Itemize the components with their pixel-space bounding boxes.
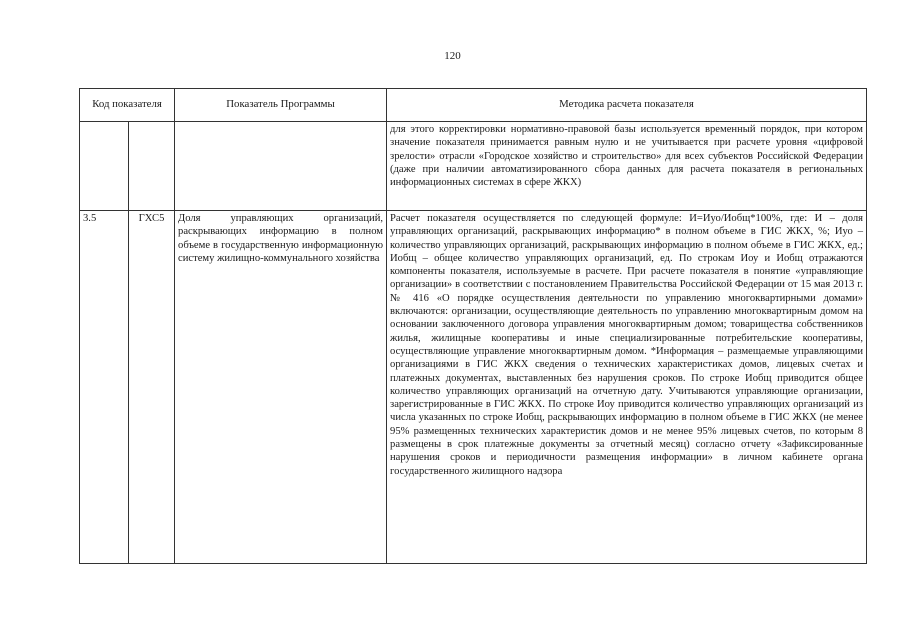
header-method: Методика расчета показателя bbox=[387, 89, 867, 122]
table-header-row bbox=[80, 89, 867, 122]
header-indicator: Показатель Программы bbox=[175, 89, 387, 122]
cell-indicator-empty bbox=[175, 122, 387, 211]
table-row bbox=[80, 211, 867, 564]
cell-number-empty bbox=[80, 122, 129, 211]
methodology-table bbox=[79, 88, 867, 564]
cell-code-empty bbox=[129, 122, 175, 211]
table-row bbox=[80, 122, 867, 211]
cell-number: 3.5 bbox=[80, 211, 129, 564]
page-number: 120 bbox=[444, 50, 461, 62]
cell-code: ГХС5 bbox=[129, 211, 175, 564]
cell-method-continuation: для этого корректировки нормативно-правовой базы используется временный порядок, при котором значение показателя принимается равным нулю и не учитывается при расчете уровня «цифровой зрелости» отрасли «Городское хозяйство и строительство» для всех субъектов Российской Федерации (даже при наличии автоматизированного сбора данных для расчета показателя в региональных информационных системах в сфере ЖКХ) bbox=[387, 122, 867, 211]
cell-indicator: Доля управляющих организаций, раскрывающих информацию в полном объеме в государственную информационную систему жилищно-коммунального хозяйства bbox=[175, 211, 387, 564]
cell-method: Расчет показателя осуществляется по следующей формуле: И=Иуо/Иобщ*100%, где: И – доля управляющих организаций, раскрывающих информацию* в полном объеме в ГИС ЖКХ, %; Иуо – количество управляющих организаций, раскрывающих информацию в полном объеме в ГИС ЖКХ, ед.; Иобщ – общее количество управляющих организаций, ед. По строкам Иоу и Иобщ отражаются компоненты показателя, используемые в расчете. При расчете показателя в понятие «управляющие организации» в соответствии с постановлением Правительства Российской Федерации от 15 мая 2013 г. № 416 «О порядке осуществления деятельности по управлению многоквартирными домами» включаются: организации, осуществляющие деятельность по управлению многоквартирным домом на основании заключенного договора управления многоквартирным домом; товарищества собственников жилья, жилищные кооперативы и иные специализированные потребительские кооперативы, осуществляющие управление многоквартирным домом. *Информация – размещаемые управляющими организациями в ГИС ЖКХ сведения о технических характеристиках домов, лицевых счетах и платежных документах, выставленных без нарушения сроков. По строке Иобщ приводится общее количество управляющих организаций на отчетную дату. Учитываются управляющие организации, зарегистрированные в ГИС ЖКХ. По строке Иоу приводится количество управляющих организаций из числа указанных по строке Иобщ, раскрывающих информацию в полном объеме в ГИС ЖКХ (не менее 95% размещенных технических характеристик домов и не менее 95% лицевых счетов, по которым 8 размещены в срок платежные документы за отчетный месяц) согласно отчету «Зафиксированные нарушения сроков и периодичности размещения информации» в личном кабинете органа государственного жилищного надзора bbox=[387, 211, 867, 564]
header-code: Код показателя bbox=[80, 89, 175, 122]
